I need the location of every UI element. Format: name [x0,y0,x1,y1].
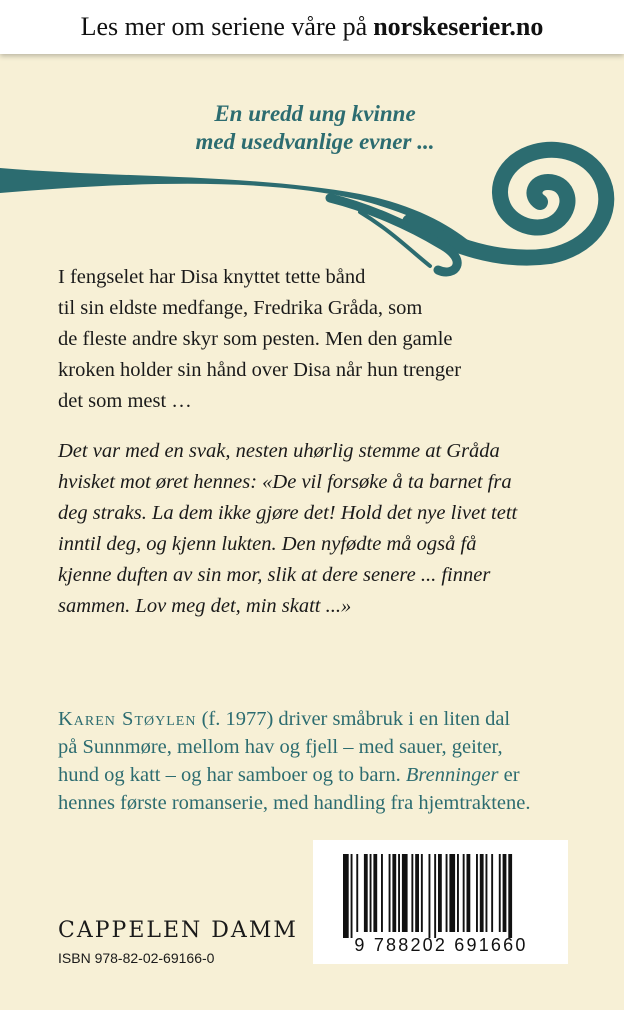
barcode-bar [373,854,377,932]
bio-line: hund og katt – og har samboer og to barn. Brenninger er [58,764,520,786]
barcode-bar [421,854,423,932]
barcode-bar [438,854,442,932]
barcode-bar [415,854,419,932]
bio-line: på Sunnmøre, mellom hav og fjell – med sauer, geiter, [58,736,503,758]
blurb-line: de fleste andre skyr som pesten. Men den gamle [58,328,453,350]
barcode-bar [411,854,413,932]
quote-line: hvisket mot øret hennes: «De vil forsøke å ta barnet fra [58,471,512,493]
barcode-bar [392,854,396,932]
barcode-bar [402,854,408,932]
blurb-line: I fengselet har Disa knyttet tette bånd [58,266,366,288]
barcode-bar [351,854,353,938]
series-title: Brenninger [405,764,499,786]
publisher-logo: CAPPELEN DAMM [58,918,298,943]
blurb-line: det som mest … [58,390,192,412]
barcode-bar [508,854,512,938]
barcode [313,840,568,964]
barcode-bar [389,854,391,932]
quote-line: Det var med en svak, nesten uhørlig stemme at Gråda [58,440,500,462]
blurb-line: kroken holder sin hånd over Disa når hun trenger [58,359,462,381]
barcode-bar [476,854,478,932]
banner-text: Les mer om seriene våre på [80,12,368,41]
barcode-bar [463,854,465,932]
bio-line: Karen Støylen (f. 1977) driver småbruk i en liten dal [58,708,511,730]
barcode-bar [499,854,501,932]
blurb-paragraph [58,262,568,417]
barcode-bar [381,854,383,932]
tagline-line-2: med usedvanlige evner ... [195,129,435,154]
website-banner [0,0,624,54]
author-name: Karen Støylen [58,708,197,730]
quote-line: deg straks. La dem ikke gjøre det! Hold det nye livet tett [58,502,518,524]
barcode-bar [446,854,448,932]
barcode-bar [486,854,488,932]
tagline-line-1: En uredd ung kvinne [214,101,416,126]
barcode-bar [398,854,400,932]
quote-paragraph [58,436,568,622]
isbn-text: ISBN 978-82-02-69166-0 [58,950,215,966]
barcode-bar [429,854,431,938]
barcode-bar [491,854,493,932]
barcode-bar [449,854,455,932]
barcode-bar [370,854,372,932]
quote-line: sammen. Lov meg det, min skatt ...» [58,595,352,617]
barcode-bar [467,854,471,932]
website-link[interactable]: norskeserier.no [373,12,544,41]
author-bio [58,705,588,817]
blurb-line: til sin eldste medfange, Fredrika Gråda, som [58,297,423,319]
barcode-bar [356,854,358,932]
bio-line: hennes første romanserie, med handling fra hjemtraktene. [58,792,531,814]
barcode-bar [434,854,436,938]
quote-line: kjenne duften av sin mor, slik at dere senere ... finner [58,564,491,586]
barcode-bar [503,854,507,932]
barcode-digits: 9 788202 691660 [354,935,528,955]
barcode-bar [343,854,349,938]
barcode-bar [457,854,459,932]
barcode-bar [364,854,368,932]
quote-line: inntil deg, og kjenn lukten. Den nyfødte må også få [58,533,477,555]
barcode-bar [480,854,484,932]
